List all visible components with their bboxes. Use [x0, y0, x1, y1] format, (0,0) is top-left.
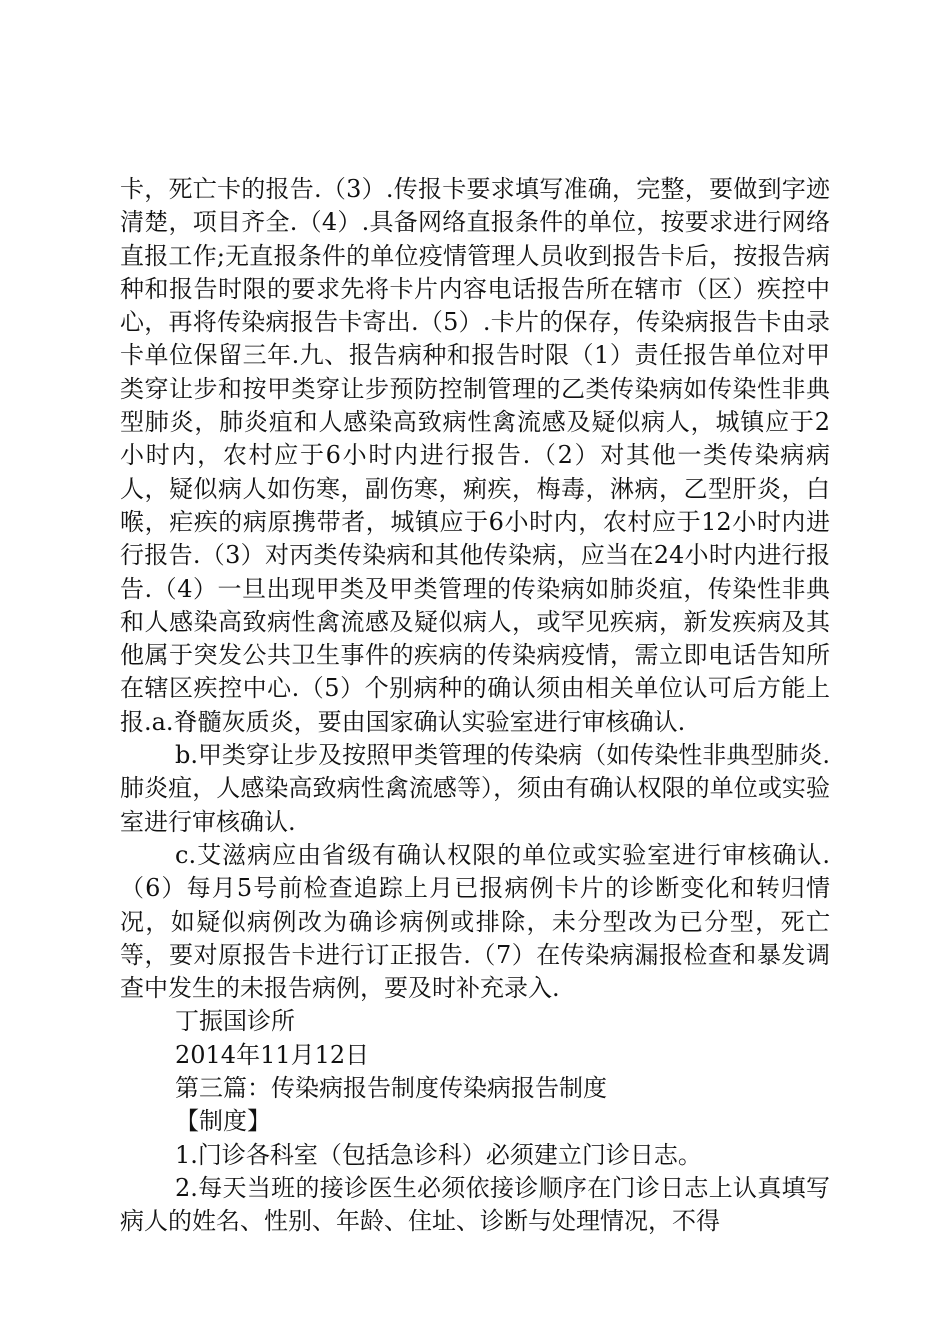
paragraph-item-b: b.甲类穿让步及按照甲类管理的传染病（如传染性非典型肺炎.肺炎疽，人感染高致病性禽流感等），须由有确认权限的单位或实验室进行审核确认. — [120, 741, 830, 836]
section-heading-system: 【制度】 — [175, 1107, 271, 1136]
rule-item-2: 2.每天当班的接诊医生必须依接诊顺序在门诊日志上认真填写病人的姓名、性别、年龄、住址、诊断与处理情况，不得 — [120, 1173, 830, 1236]
signature-clinic-name: 丁振国诊所 — [175, 1007, 295, 1036]
paragraph-report-procedures: 卡，死亡卡的报告.（3）.传报卡要求填写准确，完整，要做到字迹清楚，项目齐全.（4）.具备网络直报条件的单位，按要求进行网络直报工作;无直报条件的单位疫情管理人员收到报告卡后，按报告病种和报告时限的要求先将卡片内容电话报告所在辖市（区）疾控中心，再将传染病报告卡寄出.（5）.卡片的保存，传染病报告卡由录卡单位保留三年.九、报告病种和报告时限（1）责任报告单位对甲类穿让步和按甲类穿让步预防控制管理的乙类传染病如传染性非典型肺炎，肺炎疽和人感染高致病性禽流感及疑似病人，城镇应于2小时内，农村应于6小时内进行报告.（2）对其他一类传染病病人，疑似病人如伤寒，副伤寒，痢疾，梅毒，淋病，乙型肝炎，白喉，疟疾的病原携带者，城镇应于6小时内，农村应于12小时内进行报告.（3）对丙类传染病和其他传染病，应当在24小时内进行报告.（4）一旦出现甲类及甲类管理的传染病如肺炎疽，传染性非典和人感染高致病性禽流感及疑似病人，或罕见疾病，新发疾病及其他属于突发公共卫生事件的疾病的传染病疫情，需立即电话告知所在辖区疾控中心.（5）个别病种的确认须由相关单位认可后方能上报.a.脊髓灰质炎，要由国家确认实验室进行审核确认. — [120, 175, 830, 736]
section-title-part-three: 第三篇：传染病报告制度传染病报告制度 — [175, 1074, 607, 1103]
paragraph-item-c: c.艾滋病应由省级有确认权限的单位或实验室进行审核确认.（6）每月5号前检查追踪上月已报病例卡片的诊断变化和转归情况，如疑似病例改为确诊病例或排除，未分型改为已分型，死亡等，要对原报告卡进行订正报告.（7）在传染病漏报检查和暴发调查中发生的未报告病例，要及时补充录入. — [120, 840, 830, 1003]
document-page — [120, 173, 830, 1239]
signature-date: 2014年11月12日 — [175, 1040, 370, 1069]
rule-item-1: 1.门诊各科室（包括急诊科）必须建立门诊日志。 — [175, 1140, 702, 1169]
